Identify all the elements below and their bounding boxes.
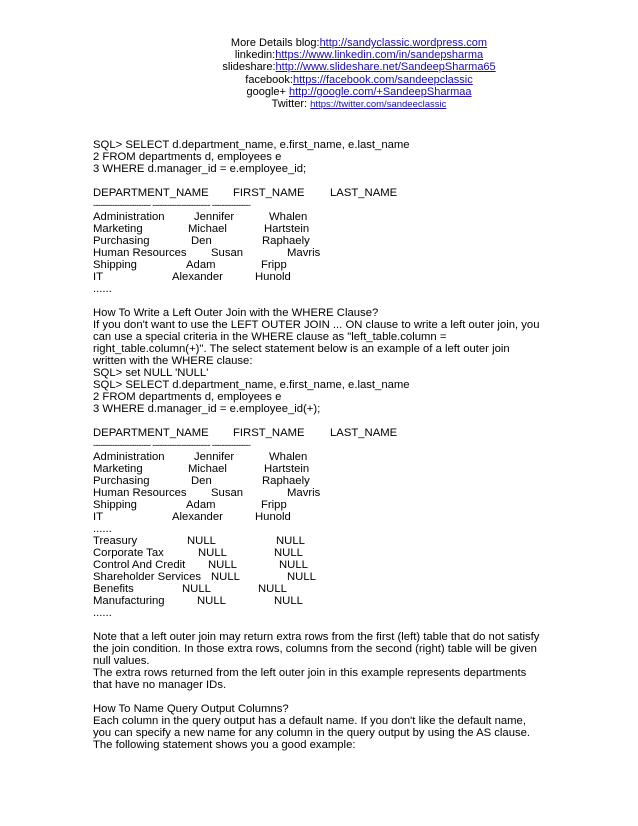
column-header-first-name: FIRST_NAME xyxy=(233,187,305,199)
table-row: IT Alexander Hunold xyxy=(93,511,291,523)
query2-line-2: SQL> SELECT d.department_name, e.first_name, e.last_name xyxy=(93,379,410,391)
note-paragraph-2: The extra rows returned from the left outer join in this example represents departments that have no manager IDs. xyxy=(93,667,527,692)
section1-body: If you don't want to use the LEFT OUTER JOIN ... ON clause to write a left outer join, you can use a special criteria in the WHERE clause as "left_table.column = right_table.column(+)". The select statement below is an example of a left outer join written with the WHERE clause: xyxy=(93,319,540,368)
query1-ellipsis: ...... xyxy=(93,283,112,295)
table-row: IT Alexander Hunold xyxy=(93,271,291,283)
table-row: Benefits NULL NULL xyxy=(93,583,287,595)
table-row: Manufacturing NULL NULL xyxy=(93,595,303,607)
twitter-link[interactable]: https://twitter.com/sandeeclassic xyxy=(310,99,447,111)
blog-line: More Details blog:http://sandyclassic.wordpress.com xyxy=(230,37,488,49)
table-row: Shipping Adam Fripp xyxy=(93,259,287,271)
slideshare-line: slideshare:http://www.slideshare.net/SandeepSharma65 xyxy=(222,61,496,74)
table-row: Purchasing Den Raphaely xyxy=(93,235,310,247)
header-links xyxy=(222,37,496,111)
facebook-link[interactable]: https://facebook.com/sandeepclassic xyxy=(292,73,473,86)
table-row: Human Resources Susan Mavris xyxy=(93,247,321,259)
query1-header-row xyxy=(93,187,553,199)
table-row: Marketing Michael Hartstein xyxy=(93,223,310,235)
query1-separator: ------------------------ ------------------------ ---------------- xyxy=(93,200,251,210)
query2-separator: ------------------------ ------------------------ ---------------- xyxy=(93,440,251,450)
slideshare-link[interactable]: http://www.slideshare.net/SandeepSharma65 xyxy=(275,61,496,74)
blog-link[interactable]: http://sandyclassic.wordpress.com xyxy=(319,37,488,49)
column-header-department: DEPARTMENT_NAME xyxy=(93,187,209,199)
table-row: Human Resources Susan Mavris xyxy=(93,487,321,499)
section2-body: Each column in the query output has a default name. If you don't like the default name, you can specify a new name for any column in the query output by using the AS clause. The following statement shows you a good example: xyxy=(93,715,531,752)
google-link[interactable]: http://google.com/+SandeepSharmaa xyxy=(288,85,472,98)
query1-line-3: 3 WHERE d.manager_id = e.employee_id; xyxy=(93,163,307,175)
table-row: Marketing Michael Hartstein xyxy=(93,463,310,475)
facebook-line: facebook:https://facebook.com/sandeepclassic xyxy=(245,73,473,86)
column-header-department: DEPARTMENT_NAME xyxy=(93,427,209,439)
table-row: Shipping Adam Fripp xyxy=(93,499,287,511)
column-header-last-name: LAST_NAME xyxy=(330,187,398,199)
query2-line-3: 2 FROM departments d, employees e xyxy=(93,391,282,403)
query2-ellipsis-1: ...... xyxy=(93,523,112,535)
query2-header-row xyxy=(93,427,553,439)
table-row: Treasury NULL NULL xyxy=(93,535,305,547)
query2-line-1: SQL> set NULL 'NULL' xyxy=(93,367,209,379)
linkedin-line: linkedin:https://www.linkedin.com/in/sandepsharma xyxy=(234,49,484,62)
query1-line-2: 2 FROM departments d, employees e xyxy=(93,151,282,163)
query2-line-4: 3 WHERE d.manager_id = e.employee_id(+); xyxy=(93,403,321,415)
linkedin-link[interactable]: https://www.linkedin.com/in/sandepsharma xyxy=(275,49,484,62)
query1-line-1: SQL> SELECT d.department_name, e.first_name, e.last_name xyxy=(93,139,410,151)
table-row: Control And Credit NULL NULL xyxy=(93,559,308,571)
table-row: Administration Jennifer Whalen xyxy=(93,451,308,463)
column-header-last-name: LAST_NAME xyxy=(330,427,398,439)
table-row: Shareholder Services NULL NULL xyxy=(93,571,316,583)
table-row: Corporate Tax NULL NULL xyxy=(93,547,303,559)
section1-title: How To Write a Left Outer Join with the WHERE Clause? xyxy=(93,307,379,319)
twitter-line: Twitter: https://twitter.com/sandeeclassic xyxy=(271,98,447,111)
section2-title: How To Name Query Output Columns? xyxy=(93,703,289,715)
query2-ellipsis-2: ...... xyxy=(93,607,112,619)
table-row: Administration Jennifer Whalen xyxy=(93,211,308,223)
table-row: Purchasing Den Raphaely xyxy=(93,475,310,487)
google-line: google+ http://google.com/+SandeepSharmaa xyxy=(246,85,472,98)
note-paragraph-1: Note that a left outer join may return extra rows from the first (left) table that do not satisfy the join condition. In those extra rows, columns from the second (right) table will be given null values. xyxy=(93,631,540,668)
column-header-first-name: FIRST_NAME xyxy=(233,427,305,439)
